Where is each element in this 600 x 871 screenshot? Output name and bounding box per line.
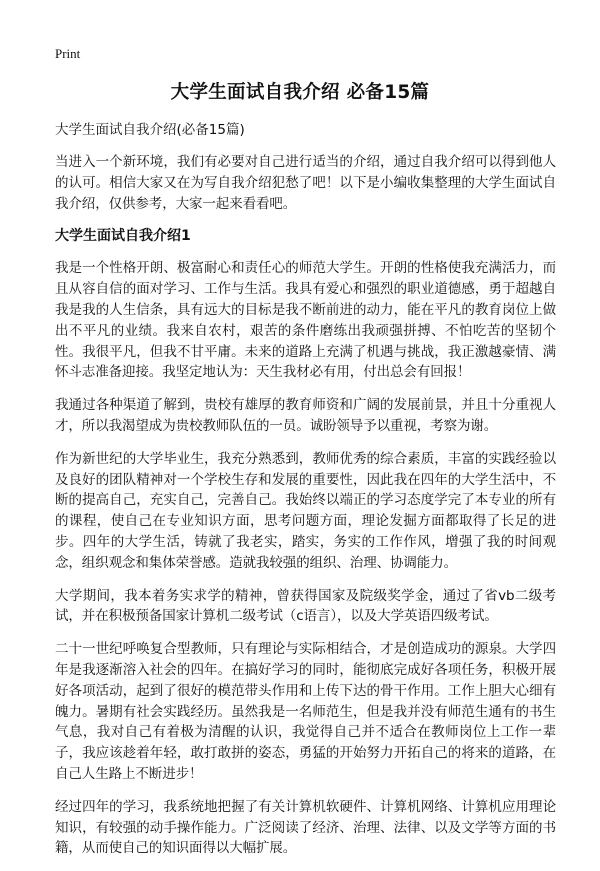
- print-link[interactable]: Print: [55, 46, 81, 61]
- document-subtitle: 大学生面试自我介绍(必备15篇): [55, 122, 245, 138]
- body-paragraph-5: 二十一世纪呼唤复合型教师，只有理论与实际相结合，才是创造成功的源泉。大学四年是我逐渐溶入社会的四年。在搞好学习的同时，能彻底完成好各项任务，积极开展好各项活动，起到了很好的模范带头作用和上传下达的骨干作用。工作上胆大心细有魄力。暑期有社会实践经历。虽然我是一名师范生，但是我并没有师范生通有的书生气息，我对自己有着极为清醒的认识，我觉得自己并不适合在教师岗位上工作一辈子，我应该趁着年轻，敢打敢拼的姿态，勇猛的开始努力开拓自己的将来的道路，在自己人生路上不断进步！: [55, 641, 556, 782]
- body-paragraph-6: 经过四年的学习，我系统地把握了有关计算机软硬件、计算机网络、计算机应用理论知识，有较强的动手操作能力。广泛阅读了经济、治理、法律、以及文学等方面的书籍，从而使自己的知识面得以大幅扩展。: [55, 798, 556, 857]
- body-paragraph-3: 作为新世纪的大学毕业生，我充分熟悉到，教师优秀的综合素质，丰富的实践经验以及良好的团队精神对一个学校生存和发展的重要性，因此我在四年的大学生活中，不断的提高自己，充实自己，完善自己。我始终以端正的学习态度学完了本专业的所有的课程，使自己在专业知识方面，思考问题方面，理论发掘方面都取得了长足的进步。四年的大学生活，铸就了我老实，踏实，务实的工作作风，增强了我的时间观念，组织观念和集体荣誉感。造就我较强的组织、治理、协调能力。: [55, 450, 556, 571]
- page-title: 大学生面试自我介绍 必备15篇: [170, 82, 430, 103]
- intro-paragraph: 当进入一个新环境，我们有必要对自己进行适当的介绍，通过自我介绍可以得到他人的认可。相信大家又在为写自我介绍犯愁了吧！以下是小编收集整理的大学生面试自我介绍，仅供参考，大家一起来看看吧。: [55, 154, 556, 212]
- body-paragraph-2: 我通过各种渠道了解到，贵校有雄厚的教育师资和广阔的发展前景，并且十分重视人才，所以我渴望成为贵校教师队伍的一员。诚盼领导予以重视，考察为谢。: [55, 397, 556, 434]
- section-heading: 大学生面试自我介绍1: [55, 228, 191, 245]
- body-paragraph-4: 大学期间，我本着务实求学的精神，曾获得国家及院级奖学金，通过了省vb二级考试，并在积极预备国家计算机二级考试（c语言），以及大学英语四级考试。: [55, 587, 556, 625]
- document-body: [55, 120, 556, 871]
- body-paragraph-1: 我是一个性格开朗、极富耐心和责任心的师范大学生。开朗的性格使我充满活力，而且从容自信的面对学习、工作与生活。我具有爱心和强烈的职业道德感，勇于超越自我是我的人生信条，具有远大的目标是我不断前进的动力，能在平凡的教育岗位上做出不平凡的业绩。我来自农村，艰苦的条件磨练出我顽强拼搏、不怕吃苦的坚韧个性。我很平凡，但我不甘平庸。未来的道路上充满了机遇与挑战，我正激越豪情、满怀斗志准备迎接。我坚定地认为：天生我材必有用，付出总会有回报！: [55, 260, 556, 381]
